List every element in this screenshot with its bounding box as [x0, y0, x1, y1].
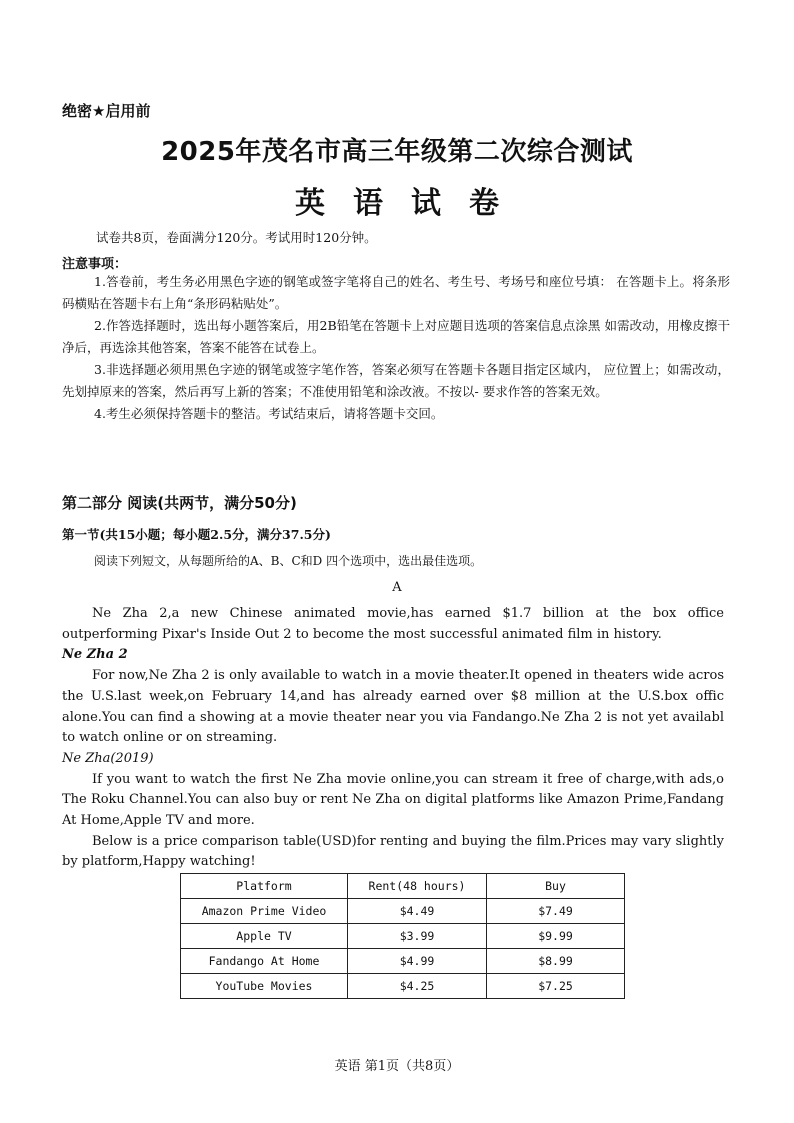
- exam-title: 2025年茂名市高三年级第二次综合测试: [161, 137, 633, 167]
- table-cell: $4.99: [348, 949, 487, 974]
- table-header-row: [181, 874, 625, 899]
- table-cell: $3.99: [348, 924, 487, 949]
- note-item: 2.作答选择题时，选出每小题答案后，用2B铅笔在答题卡上对应题目选项的答案信息点涂黑 如需改动，用橡皮擦干净后，再选涂其他答案，答案不能答在试卷上。: [62, 318, 730, 355]
- subject-char: 英: [295, 186, 325, 221]
- table-cell: Apple TV: [181, 924, 348, 949]
- table-row: [181, 974, 625, 999]
- paragraph: If you want to watch the first Ne Zha movie online,you can stream it free of charge,with ads,o The Roku Channel.You can also buy or rent Ne Zha on digital platforms like Amazon Prime,Fandang At Home,Apple TV and more.: [62, 771, 724, 829]
- table-cell: $9.99: [487, 924, 625, 949]
- table-row: [181, 949, 625, 974]
- column-header: Rent(48 hours): [348, 874, 487, 899]
- paragraph: Ne Zha 2,a new Chinese animated movie,has earned $1.7 billion at the box office outperforming Pixar's Inside Out 2 to become the most successful animated film in history.: [62, 606, 724, 642]
- section-title: 第一节(共15小题；每小题2.5分，满分37.5分): [62, 527, 331, 542]
- note-item: 1.答卷前，考生务必用黑色字迹的钢笔或签字笔将自己的姓名、考生号、考场号和座位号填： 在答题卡上。将条形码横贴在答题卡右上角“条形码粘贴处”。: [62, 274, 730, 311]
- exam-info: 试卷共8页，卷面满分120分。考试用时120分钟。: [96, 230, 377, 245]
- paragraph: Below is a price comparison table(USD)for renting and buying the film.Prices may vary slightly by platform,Happy watching!: [62, 833, 724, 870]
- table-cell: $7.49: [487, 899, 625, 924]
- table-cell: Amazon Prime Video: [181, 899, 348, 924]
- passage-heading: Ne Zha 2: [62, 647, 128, 663]
- table-cell: $4.49: [348, 899, 487, 924]
- part-title: 第二部分 阅读(共两节，满分50分): [62, 494, 297, 512]
- passage: [62, 604, 724, 873]
- notes-list: [62, 271, 730, 425]
- column-header: Platform: [181, 874, 348, 899]
- note-item: 3.非选择题必须用黑色字迹的钢笔或签字笔作答，答案必须写在答题卡各题目指定区域内， 应位置上；如需改动，先划掉原来的答案，然后再写上新的答案；不准使用铅笔和涂改液。不按以- 要求作答的答案无效。: [62, 362, 730, 399]
- page-footer: 英语 第1页（共8页）: [334, 1059, 460, 1074]
- instruction: 阅读下列短文，从每题所给的A、B、C和D 四个选项中，选出最佳选项。: [94, 554, 483, 568]
- subject-title: [0, 178, 794, 222]
- passage-letter: A: [392, 580, 402, 595]
- note-item: 4.考生必须保持答题卡的整洁。考试结束后，请将答题卡交回。: [94, 406, 444, 421]
- notes-heading: 注意事项：: [62, 257, 128, 272]
- table-cell: $4.25: [348, 974, 487, 999]
- confidential-label: 绝密★启用前: [62, 102, 151, 120]
- table-cell: Fandango At Home: [181, 949, 348, 974]
- table-row: [181, 924, 625, 949]
- table-cell: $8.99: [487, 949, 625, 974]
- paragraph: For now,Ne Zha 2 is only available to watch in a movie theater.It opened in theaters wide acros the U.S.last week,on February 14,and has already earned over $8 million at the U.S.box offic alone.You can find a showing at a movie theater near you via Fandango.Ne Zha 2 is not yet availabl to watch online or on streaming.: [62, 668, 724, 746]
- table-cell: $7.25: [487, 974, 625, 999]
- table-cell: YouTube Movies: [181, 974, 348, 999]
- subject-char: 试: [411, 186, 441, 221]
- subject-char: 语: [353, 186, 383, 221]
- table-row: [181, 899, 625, 924]
- passage-heading: Ne Zha(2019): [62, 750, 154, 766]
- price-table: [180, 873, 625, 999]
- column-header: Buy: [487, 874, 625, 899]
- subject-char: 卷: [469, 186, 499, 221]
